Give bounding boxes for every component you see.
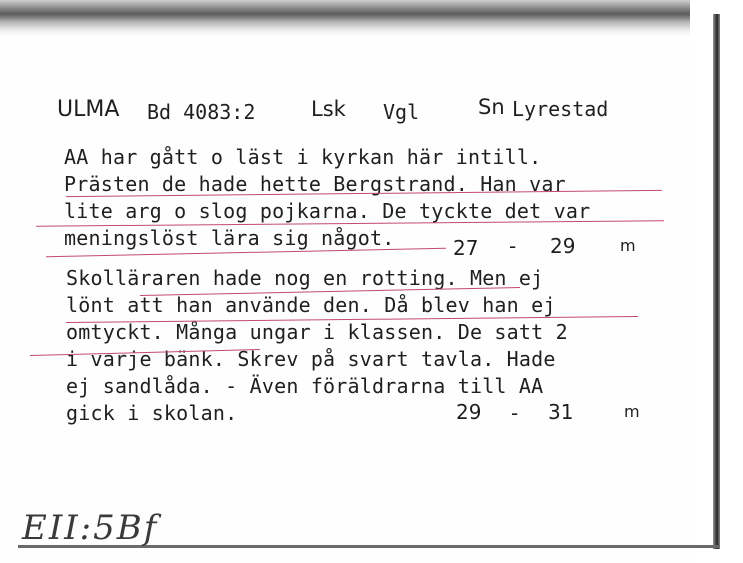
header-ulma: ULMA [57,97,120,122]
entry2-line-2: lönt att han använde den. Då blev han ej [66,293,556,317]
entry1-line-2: Prästen de hade hette Bergstrand. Han var [64,172,566,196]
entry2-line-4: i varje bänk. Skrev på svart tavla. Hade [66,347,556,371]
entry1-line-3: lite arg o slog pojkarna. De tyckte det var [64,199,591,223]
entry1-age-to: 29 [550,234,576,258]
entry2-age-to: 31 [548,400,574,424]
entry2-line-6: gick i skolan. [66,401,238,425]
scanned-top-edge [0,0,690,36]
entry1-age-from: 27 [453,236,479,260]
entry1-dash: - [509,234,517,258]
entry1-line-1: AA har gått o läst i kyrkan här intill. [64,145,542,169]
header-reference: Bd 4083:2 [147,100,256,124]
entry2-unit: m [624,402,640,421]
card-right-edge [713,14,720,549]
entry2-dash: - [511,401,519,425]
entry1-unit: m [620,236,636,255]
entry2-line-3: omtyckt. Många ungar i klassen. De satt 2 [66,320,568,344]
entry1-line-4: meningslöst lära sig något. [64,226,395,250]
header-lsk: Lsk [311,97,346,121]
entry2-age-from: 29 [456,400,482,424]
header-sn: Sn [478,95,505,119]
entry2-line-5: ej sandlåda. - Även föräldrarna till AA [66,374,544,398]
header-vgl: Vgl [383,100,420,124]
archive-mark-handwritten: EII:5Bf [22,508,159,548]
header-parish: Lyrestad [512,97,609,121]
entry2-line-1: Skolläraren hade nog en rotting. Men ej [66,266,544,290]
